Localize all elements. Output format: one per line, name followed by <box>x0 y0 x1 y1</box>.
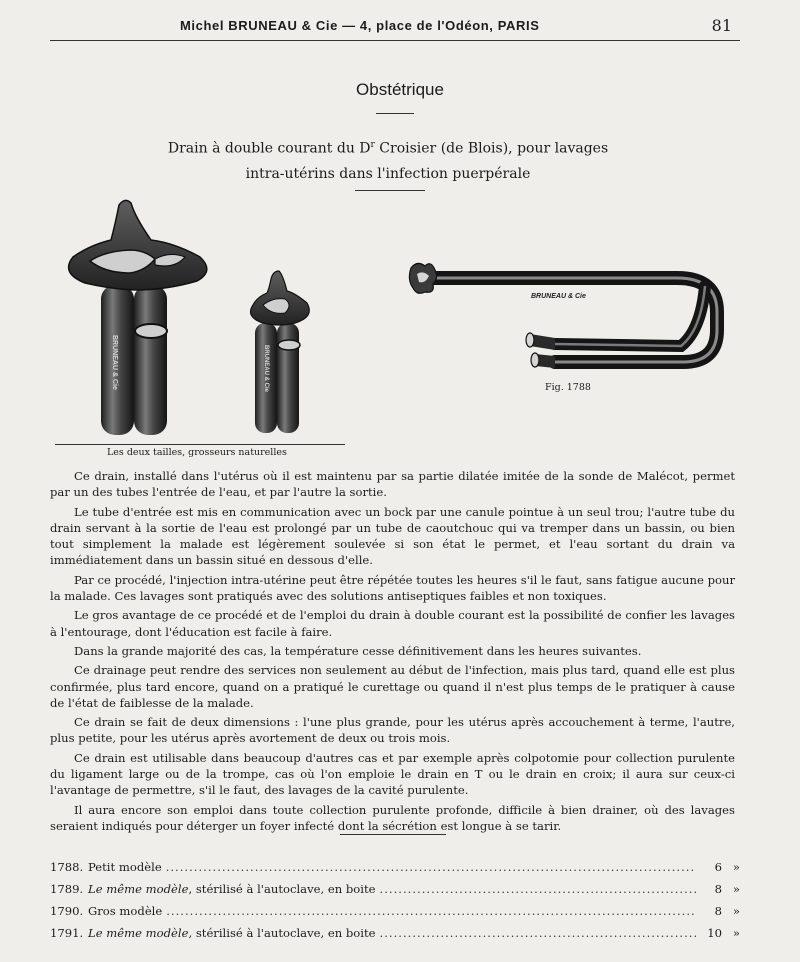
item-price: 8 <box>714 904 722 918</box>
price-list <box>50 860 740 948</box>
drain-illustration-two-sizes <box>45 195 335 440</box>
paragraph: Ce drain se fait de deux dimensions : l'une plus grande, pour les utérus après accouchement à terme, l'autre, plus petite, pour les utérus après avortement de deux ou trois mois. <box>50 715 735 746</box>
paragraph: Il aura encore son emploi dans toute collection purulente profonde, difficile à bien drainer, où des lavages seraient indiqués pour déterger un foyer infecté dont la sécrétion est longue à se tarir. <box>50 802 735 833</box>
product-title <box>0 133 776 187</box>
drain-illustration-fig-1788 <box>405 250 735 375</box>
price-row <box>50 860 740 882</box>
paragraph: Par ce procédé, l'injection intra-utérine peut être répétée toutes les heures s'il le faut, sans fatigue aucune pour la malade. Ces lavages sont pratiqués avec des solutions antiseptiques faibles et non toxiques. <box>50 572 735 604</box>
product-title-line2: intra-utérins dans l'infection puerpérale <box>245 165 531 182</box>
item-currency: » <box>732 882 740 896</box>
item-ref: 1790. <box>50 904 84 918</box>
price-row <box>50 926 740 948</box>
page-header <box>50 14 740 41</box>
item-ref: 1789. <box>50 882 84 896</box>
right-figure-caption: Fig. 1788 <box>545 382 591 393</box>
dot-leader <box>380 926 696 940</box>
dot-leader <box>380 882 696 896</box>
item-description: Gros modèle <box>88 904 163 918</box>
separator-rule <box>340 834 446 835</box>
paragraph: Ce drainage peut rendre des services non seulement au début de l'infection, mais plus tard, quand elle est plus confirmée, plus tard encore, quand on a pratiqué le curettage ou quand il n'est plus temps de le pratiquer à cause de l'état de faiblesse de la malade. <box>50 663 735 710</box>
small-drain-stamp: BRUNEAU & Cie <box>263 345 269 393</box>
item-description: Le même modèle, stérilisé à l'autoclave, en boite <box>88 882 376 896</box>
paragraph: Le tube d'entrée est mis en communication avec un bock par une canule pointue à un seul trou; l'autre tube du drain servant à la sortie de l'eau est prolongé par un tube de caoutchouc qui va tremper dans un bassin, ou bien tout simplement la malade est légèrement soulevée si son état le permet, et l'eau sortant du drain va immédiatement dans un bassin situé en dessous d'elle. <box>50 504 735 568</box>
paragraph: Ce drain est utilisable dans beaucoup d'autres cas et par exemple après colpotomie pour collection purulente du ligament large ou de la trompe, cas où l'on emploie le drain en T ou le drain en croix; il aura sur ceux-ci l'avantage de permettre, s'il le faut, des lavages de la cavité purulente. <box>50 750 735 798</box>
price-row <box>50 904 740 926</box>
dot-leader <box>166 860 696 874</box>
item-currency: » <box>732 860 740 874</box>
right-drain-stamp: BRUNEAU & Cie <box>531 293 586 300</box>
item-price: 8 <box>714 882 722 896</box>
item-currency: » <box>732 926 740 940</box>
paragraph: Ce drain, installé dans l'utérus où il est maintenu par sa partie dilatée imitée de la sonde de Malécot, permet par un des tubes l'entrée de l'eau, et par l'autre la sortie. <box>50 469 735 500</box>
header-text: Michel BRUNEAU & Cie — 4, place de l'Odéon, PARIS <box>180 18 540 33</box>
title-rule <box>355 190 425 191</box>
large-drain <box>69 200 207 435</box>
section-rule <box>376 113 414 114</box>
item-description: Petit modèle <box>88 860 162 874</box>
description-text <box>50 468 735 837</box>
paragraph: Le gros avantage de ce procédé et de l'emploi du drain à double courant est la possibilité de confier les lavages à l'entourage, dont l'éducation est facile à faire. <box>50 608 735 639</box>
price-row <box>50 882 740 904</box>
item-ref: 1788. <box>50 860 84 874</box>
item-price: 10 <box>707 926 722 940</box>
large-drain-stamp: BRUNEAU & Cie <box>111 335 118 390</box>
item-price: 6 <box>714 860 722 874</box>
item-description: Le même modèle, stérilisé à l'autoclave, en boite <box>88 926 376 940</box>
section-title: Obstétrique <box>356 80 444 99</box>
left-figure-caption: Les deux tailles, grosseurs naturelles <box>55 444 345 458</box>
dot-leader <box>166 904 696 918</box>
product-title-line1: Drain à double courant du $D^r$ Croisier (de Blois), pour lavages <box>167 140 609 157</box>
item-ref: 1791. <box>50 926 84 940</box>
paragraph: Dans la grande majorité des cas, la température cesse définitivement dans les heures suivantes. <box>74 643 642 658</box>
page-number: 81 <box>711 16 732 35</box>
small-drain <box>251 271 310 433</box>
item-currency: » <box>732 904 740 918</box>
